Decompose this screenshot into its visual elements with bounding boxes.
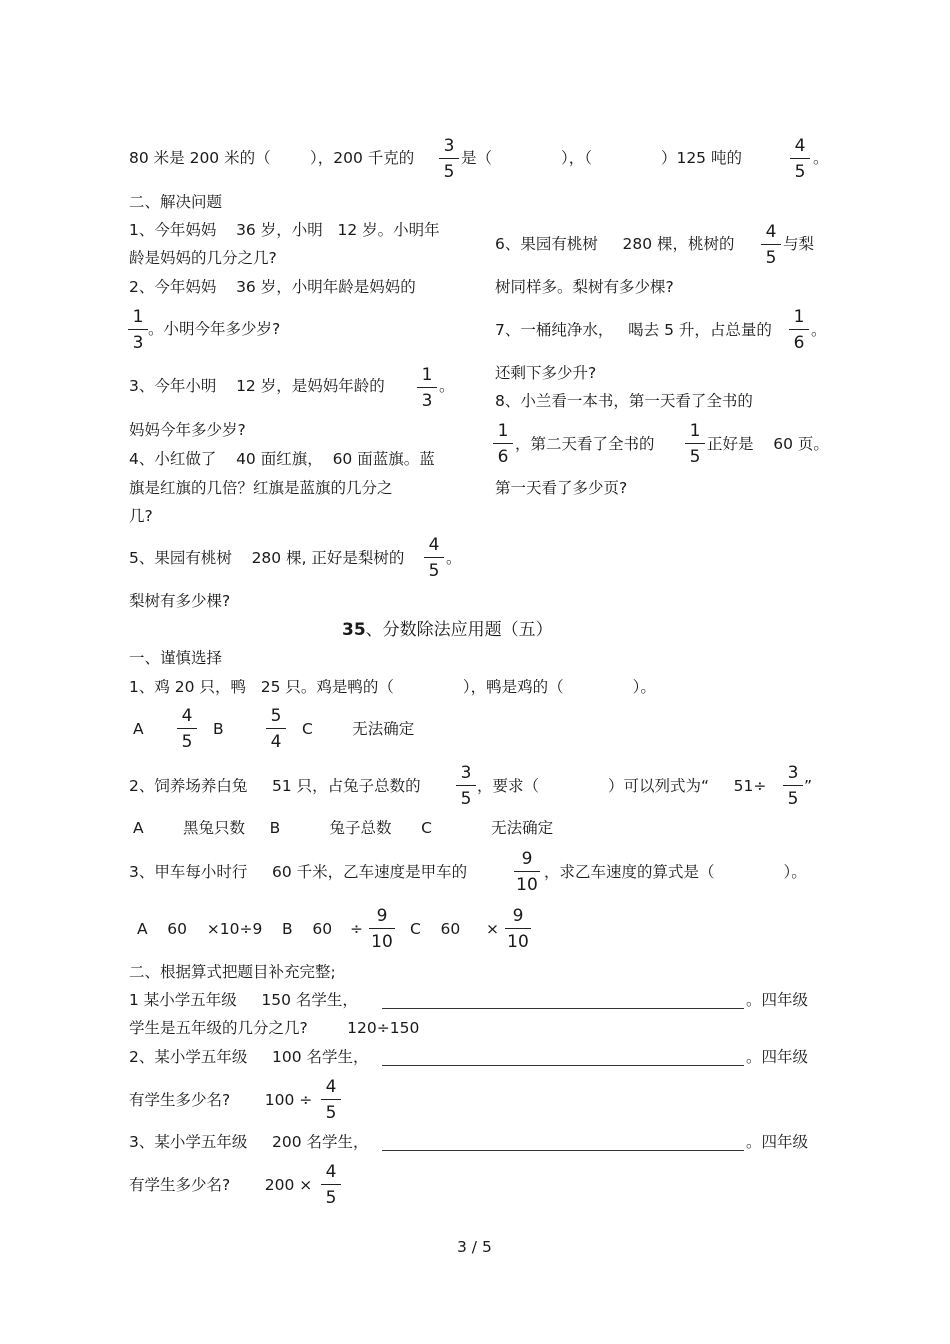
- fill-question-2-cont: 有学生多少名? 100 ÷: [129, 1091, 313, 1109]
- fill-question-1: 1 某小学五年级 150 名学生，: [129, 991, 358, 1009]
- question-6-cont: 树同样多。梨树有多少棵?: [495, 278, 674, 296]
- text: ，第二天看了全书的: [515, 435, 655, 453]
- text: 。: [439, 377, 455, 395]
- question-7: 7、一桶纯净水， 喝去 5 升，占总量的: [495, 321, 772, 339]
- fraction: 4 5: [318, 1162, 344, 1208]
- options-row: A 黑兔只数 B 兔子总数 C 无法确定: [133, 819, 554, 837]
- fraction: 4 5: [318, 1077, 344, 1123]
- choice-question-1: 1、鸡 20 只，鸭 25 只。鸡是鸭的（ ），鸭是鸡的（ ）。: [129, 678, 656, 696]
- option-label: A: [133, 720, 144, 738]
- fraction: 4 5: [421, 535, 447, 581]
- option-label: C 无法确定: [302, 720, 415, 738]
- section-heading: 二、解决问题: [129, 193, 223, 211]
- question-5: 5、果园有桃树 280 棵, 正好是梨树的: [129, 549, 405, 567]
- question-8: 8、小兰看一本书，第一天看了全书的: [495, 392, 753, 410]
- question-2: 2、今年妈妈 36 岁，小明年龄是妈妈的: [129, 278, 416, 296]
- fraction: 4 5: [174, 706, 200, 752]
- fraction: 9 10: [366, 906, 398, 952]
- answer-blank[interactable]: [382, 1150, 744, 1151]
- fraction: 4 5: [787, 136, 813, 182]
- choice-question-2: 2、饲养场养白兔 51 只，占兔子总数的: [129, 777, 421, 795]
- fraction: 3 5: [436, 136, 462, 182]
- fraction: 3 5: [453, 763, 479, 809]
- page-number: 3 / 5: [457, 1238, 492, 1256]
- fill-question-3-cont: 有学生多少名? 200 ×: [129, 1176, 313, 1194]
- text: 。四年级: [746, 1048, 809, 1066]
- page-title: 35、分数除法应用题（五）: [342, 620, 553, 640]
- fraction: 1 3: [125, 307, 151, 353]
- question-3: 3、今年小明 12 岁，是妈妈年龄的: [129, 377, 385, 395]
- question-2-cont: 。小明今年多少岁?: [148, 320, 281, 338]
- question-4: 4、小红做了 40 面红旗， 60 面蓝旗。蓝: [129, 450, 435, 468]
- fraction: 1 6: [786, 307, 812, 353]
- fill-question-2: 2、某小学五年级 100 名学生，: [129, 1048, 369, 1066]
- option-label: C 60: [410, 920, 461, 938]
- question-4-cont: 旗是红旗的几倍？红旗是蓝旗的几分之: [129, 479, 393, 497]
- question-8-cont: 第一天看了多少页?: [495, 479, 628, 497]
- question-6: 6、果园有桃树 280 棵，桃树的: [495, 235, 735, 253]
- text-line: 80 米是 200 米的（ ），200 千克的: [129, 149, 415, 167]
- fraction: 4 5: [758, 222, 784, 268]
- text: ，要求（ ）可以列式为“ 51÷: [477, 777, 767, 795]
- fraction: 1 3: [414, 365, 440, 411]
- text: 与梨: [783, 235, 815, 253]
- section-heading: 一、谨慎选择: [129, 649, 223, 667]
- text: 。四年级: [746, 991, 809, 1009]
- text: 正好是 60 页。: [707, 435, 829, 453]
- text-line: 。: [813, 149, 829, 167]
- answer-blank[interactable]: [382, 1008, 744, 1009]
- fraction: 5 4: [263, 706, 289, 752]
- text: ，求乙车速度的算式是（ ）。: [544, 863, 807, 881]
- operator: ÷: [350, 920, 363, 938]
- section-heading: 二、根据算式把题目补充完整;: [129, 963, 336, 981]
- operator: ×: [486, 920, 499, 938]
- text: ”: [804, 777, 813, 795]
- answer-blank[interactable]: [382, 1065, 744, 1066]
- option-label: B: [213, 720, 224, 738]
- question-5-cont: 梨树有多少棵?: [129, 592, 231, 610]
- fraction: 9 10: [511, 849, 543, 895]
- text: 。: [811, 321, 827, 339]
- question-1: 1、今年妈妈 36 岁，小明 12 岁。小明年: [129, 221, 440, 239]
- fill-question-1-cont: 学生是五年级的几分之几? 120÷150: [129, 1019, 420, 1037]
- fill-question-3: 3、某小学五年级 200 名学生，: [129, 1133, 369, 1151]
- question-3-cont: 妈妈今年多少岁?: [129, 421, 246, 439]
- question-7-cont: 还剩下多少升?: [495, 364, 597, 382]
- choice-question-3: 3、甲车每小时行 60 千米，乙车速度是甲车的: [129, 863, 468, 881]
- fraction: 3 5: [780, 763, 806, 809]
- text: 。四年级: [746, 1133, 809, 1151]
- fraction: 1 6: [490, 421, 516, 467]
- question-1-cont: 龄是妈妈的几分之几?: [129, 249, 277, 267]
- question-4-cont: 几?: [129, 507, 153, 525]
- option-row: A 60 ×10÷9 B 60: [137, 920, 333, 938]
- fraction: 9 10: [502, 906, 534, 952]
- fraction: 1 5: [682, 421, 708, 467]
- text-line: 是（ ），（ ）125 吨的: [461, 149, 742, 167]
- text: 。: [446, 549, 462, 567]
